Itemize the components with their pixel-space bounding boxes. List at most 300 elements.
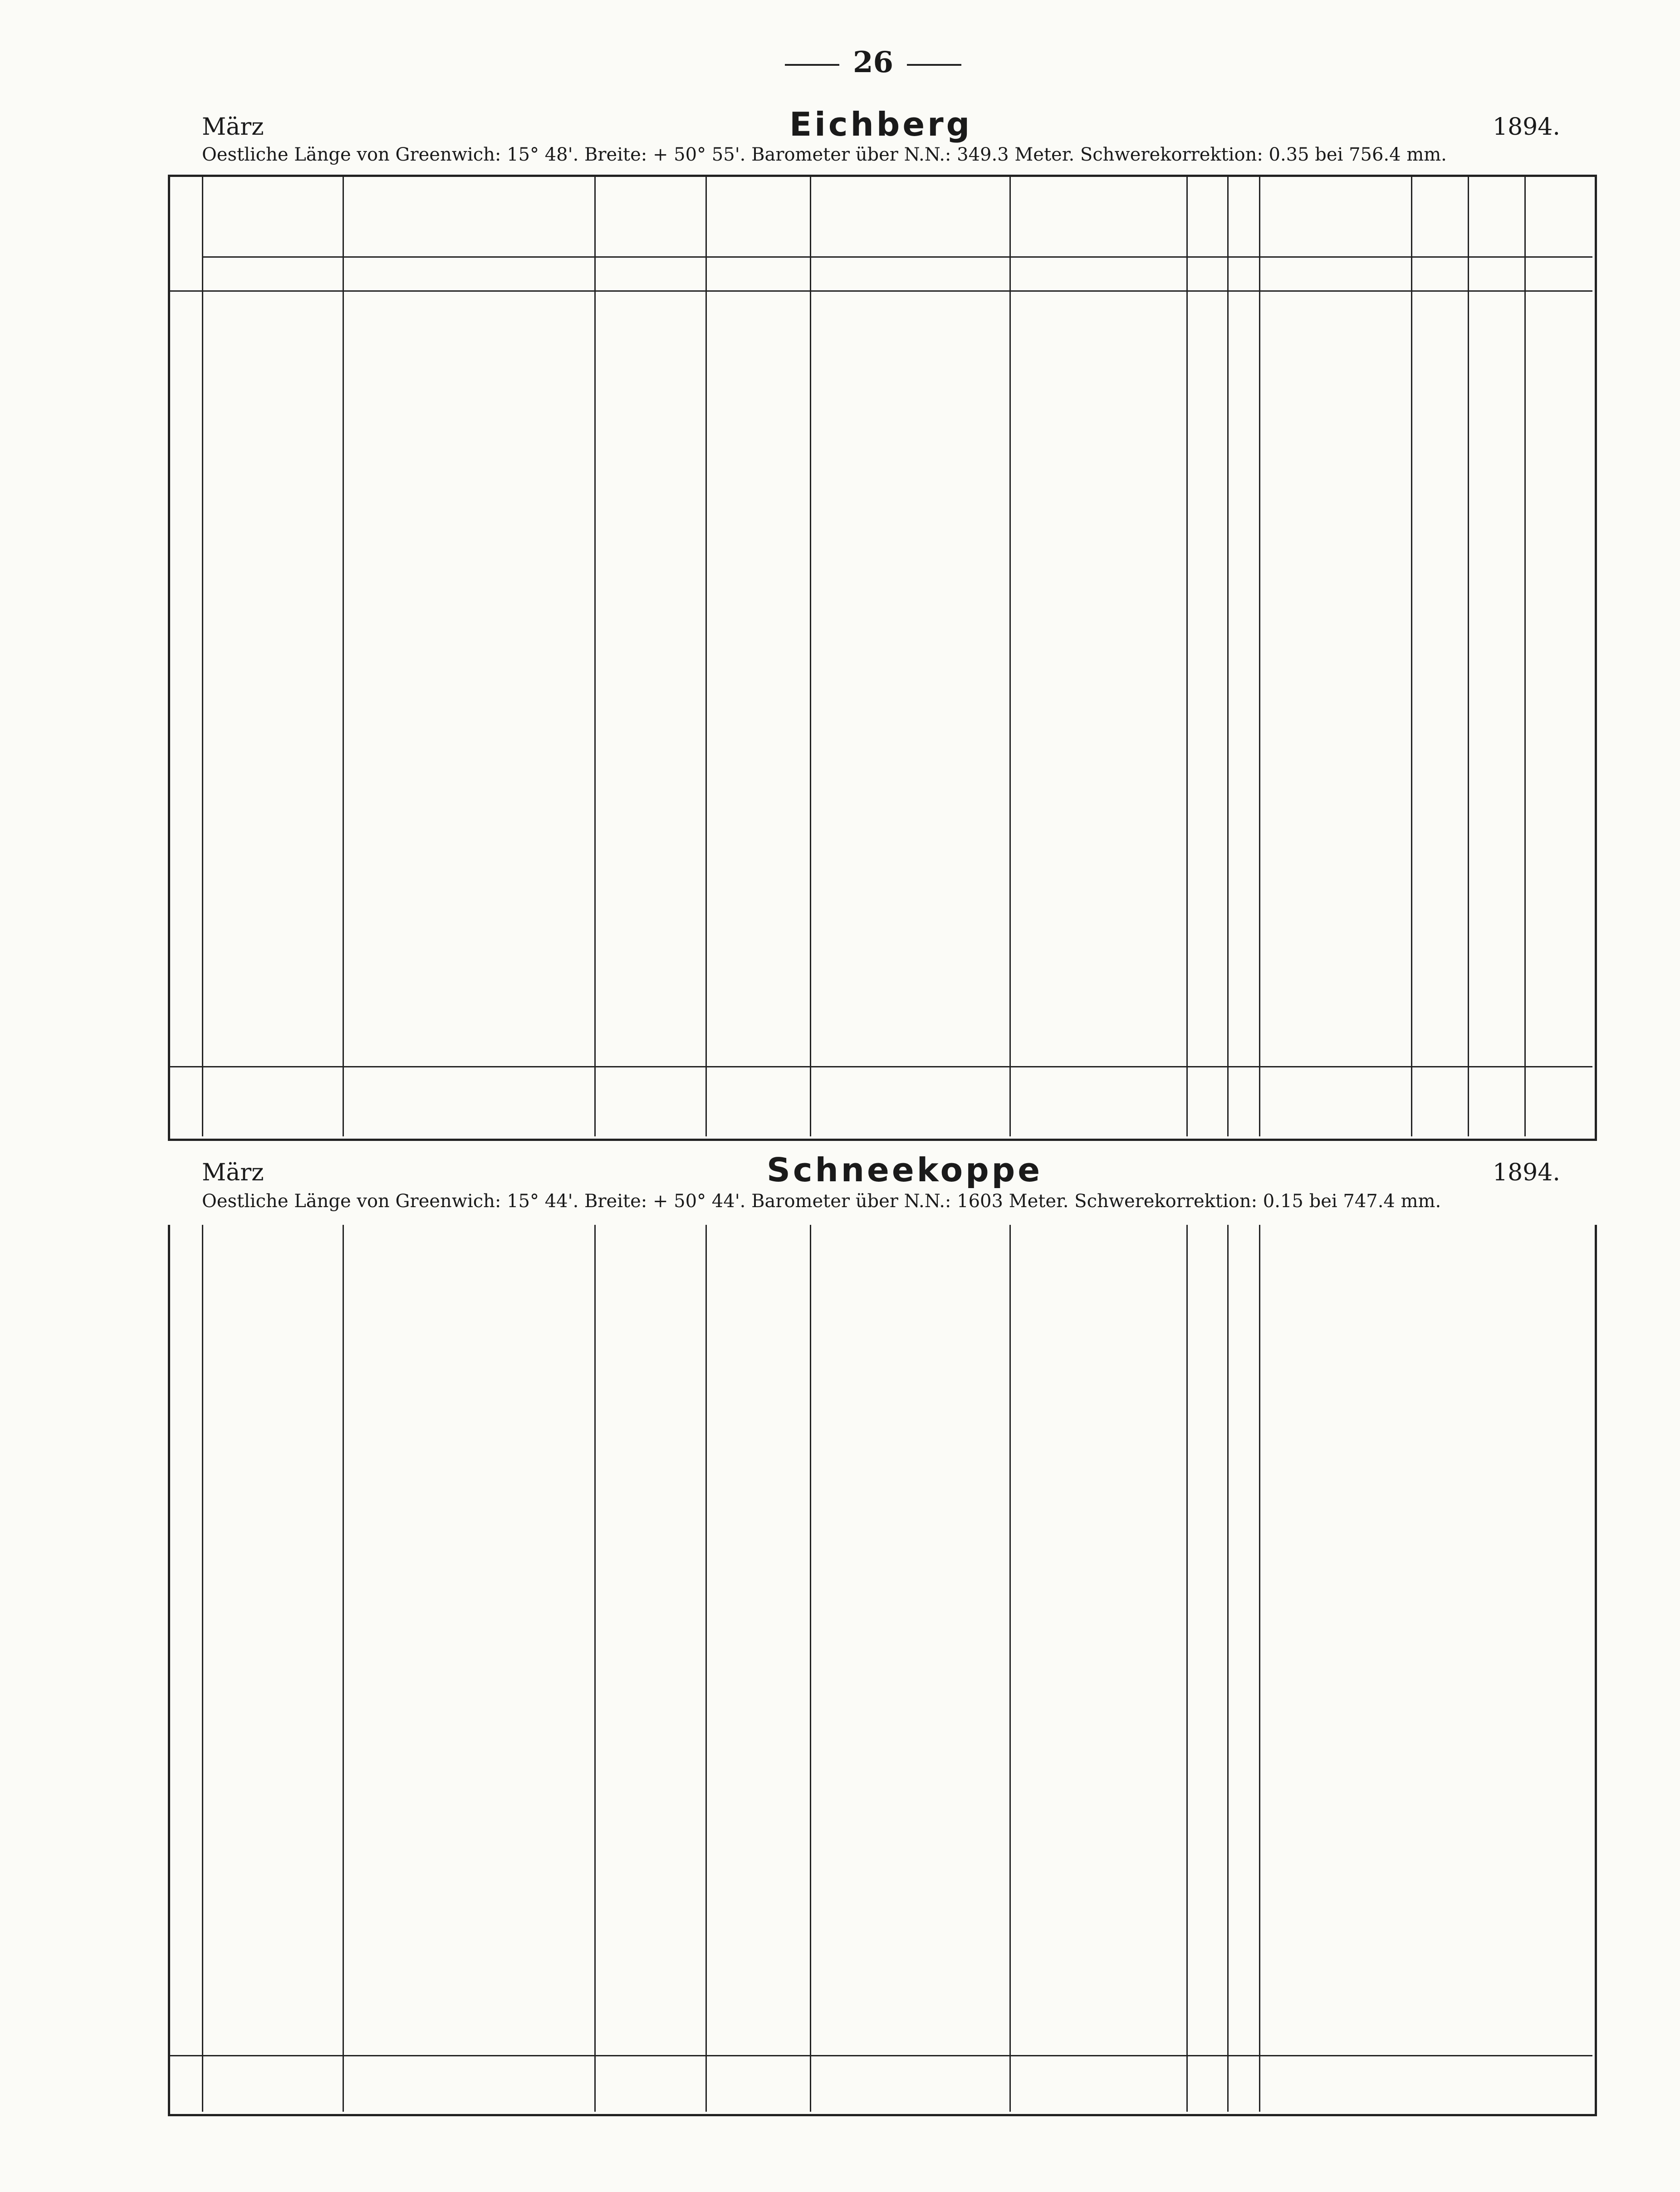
data-cell	[1526, 953, 1590, 974]
data-cell	[1261, 1624, 1574, 1646]
data-cell	[249, 846, 290, 868]
data-cell	[1229, 1258, 1254, 1280]
data-cell	[294, 871, 335, 892]
subheader-t7	[705, 259, 740, 289]
data-cell	[871, 1803, 932, 1825]
data-cell	[632, 716, 664, 738]
data-cell	[344, 586, 390, 608]
data-cell	[1526, 846, 1590, 868]
data-cell	[775, 432, 805, 454]
data-cell	[936, 871, 1004, 892]
data-cell	[871, 1034, 932, 1056]
data-cell	[669, 764, 700, 786]
data-cell	[1188, 504, 1224, 526]
data-cell	[444, 528, 490, 550]
data-cell	[444, 374, 490, 396]
data-cell	[1188, 1258, 1224, 1280]
data-cell	[444, 1885, 490, 1907]
data-cell	[444, 1933, 490, 1955]
data-cell	[596, 919, 628, 940]
data-cell	[812, 2026, 866, 2047]
data-cell	[1188, 953, 1224, 974]
data-cell	[544, 1436, 589, 1458]
data-cell	[1229, 1909, 1254, 1931]
data-cell	[1261, 562, 1406, 584]
data-cell	[1229, 1330, 1254, 1352]
data-cell	[344, 456, 390, 478]
mittel-cell	[294, 2064, 335, 2105]
data-cell	[1469, 871, 1522, 892]
data-cell	[812, 895, 866, 916]
data-cell	[1261, 1909, 1574, 1931]
data-cell	[707, 895, 737, 916]
data-cell	[871, 764, 932, 786]
data-cell	[1068, 1885, 1122, 1907]
data-cell	[1526, 562, 1590, 584]
data-cell	[596, 1001, 628, 1023]
data-cell	[812, 1330, 866, 1352]
data-cell	[812, 1649, 866, 1670]
data-cell	[936, 1590, 1004, 1612]
data-cell	[394, 1721, 440, 1742]
data-cell	[1229, 1001, 1254, 1023]
data-cell	[1188, 1851, 1224, 1873]
data-cell	[1229, 1779, 1254, 1801]
data-cell	[707, 871, 737, 892]
data-cell	[1413, 822, 1465, 844]
data-cell	[936, 692, 1004, 714]
data-cell	[669, 302, 700, 323]
data-cell	[1127, 846, 1181, 868]
data-cell	[741, 1001, 771, 1023]
row-date	[172, 658, 199, 680]
data-cell	[344, 1306, 390, 1328]
data-cell	[494, 398, 539, 420]
data-cell	[494, 1001, 539, 1023]
data-cell	[344, 1851, 390, 1873]
data-cell	[871, 658, 932, 680]
data-cell	[1469, 456, 1522, 478]
data-cell	[741, 562, 771, 584]
data-cell	[936, 562, 1004, 584]
data-cell	[294, 1885, 335, 1907]
data-cell	[249, 1258, 290, 1280]
data-cell	[1011, 432, 1063, 454]
data-cell	[294, 1001, 335, 1023]
data-cell	[204, 1803, 245, 1825]
data-cell	[394, 1981, 440, 2003]
data-cell	[1469, 610, 1522, 632]
mittel-cell	[1229, 1077, 1254, 1118]
data-cell	[204, 1234, 245, 1256]
data-cell	[344, 1590, 390, 1612]
data-cell	[1011, 716, 1063, 738]
data-cell	[1127, 692, 1181, 714]
data-cell	[1188, 1803, 1224, 1825]
data-cell	[494, 562, 539, 584]
data-cell	[344, 788, 390, 810]
data-cell	[1127, 1518, 1181, 1540]
data-cell	[812, 1364, 866, 1386]
data-cell	[394, 658, 440, 680]
data-cell	[741, 822, 771, 844]
data-cell	[1127, 1306, 1181, 1328]
data-cell	[1011, 764, 1063, 786]
data-cell	[294, 1957, 335, 1979]
subheader-t9	[774, 259, 808, 289]
data-cell	[812, 374, 866, 396]
data-cell	[544, 1933, 589, 1955]
mittel-cell	[1127, 2064, 1181, 2105]
data-cell	[249, 1001, 290, 1023]
data-cell	[249, 1755, 290, 1776]
data-cell	[936, 1755, 1004, 1776]
column-divider	[705, 177, 707, 1136]
data-cell	[544, 658, 589, 680]
data-cell	[632, 740, 664, 762]
nied-unit	[1186, 263, 1227, 286]
data-cell	[871, 919, 932, 940]
mittel-cell	[494, 2064, 539, 2105]
data-cell	[1261, 326, 1406, 347]
data-cell	[1261, 374, 1406, 396]
data-cell	[596, 634, 628, 656]
data-cell	[1188, 1721, 1224, 1742]
data-cell	[249, 1957, 290, 1979]
data-cell	[444, 456, 490, 478]
data-cell	[204, 740, 245, 762]
data-cell	[494, 788, 539, 810]
data-cell	[204, 1001, 245, 1023]
data-cell	[344, 634, 390, 656]
data-cell	[494, 1412, 539, 1434]
data-cell	[204, 432, 245, 454]
data-cell	[1188, 1364, 1224, 1386]
data-cell	[596, 764, 628, 786]
data-cell	[249, 610, 290, 632]
data-cell	[204, 456, 245, 478]
data-cell	[1469, 788, 1522, 810]
data-cell	[936, 504, 1004, 526]
mittel-cell	[1011, 1077, 1063, 1118]
data-cell	[544, 1330, 589, 1352]
data-cell	[344, 1909, 390, 1931]
data-cell	[1068, 1624, 1122, 1646]
data-cell	[394, 1755, 440, 1776]
data-cell	[741, 302, 771, 323]
data-cell	[494, 1755, 539, 1776]
data-cell	[1261, 953, 1406, 974]
data-cell	[1188, 822, 1224, 844]
data-cell	[494, 1909, 539, 1931]
data-cell	[1011, 1957, 1063, 1979]
data-cell	[936, 480, 1004, 502]
mittel-cell	[1011, 2064, 1063, 2105]
data-cell	[1127, 740, 1181, 762]
column-divider	[594, 177, 596, 1136]
data-cell	[394, 788, 440, 810]
data-cell	[741, 1034, 771, 1056]
mittel-cell	[1229, 2064, 1254, 2105]
data-cell	[494, 692, 539, 714]
data-cell	[394, 1673, 440, 1694]
subheader-t2	[869, 259, 935, 289]
data-cell	[936, 1909, 1004, 1931]
data-cell	[871, 456, 932, 478]
data-cell	[444, 1779, 490, 1801]
data-cell	[812, 1494, 866, 1516]
data-cell	[871, 1721, 932, 1742]
data-cell	[1068, 610, 1122, 632]
data-cell	[344, 740, 390, 762]
data-cell	[871, 1388, 932, 1410]
data-cell	[1413, 326, 1465, 347]
data-cell	[812, 1981, 866, 2003]
data-cell	[294, 1412, 335, 1434]
data-cell	[444, 610, 490, 632]
data-cell	[344, 1518, 390, 1540]
data-cell	[294, 1566, 335, 1588]
data-cell	[1261, 1957, 1574, 1979]
data-cell	[544, 374, 589, 396]
subheader-t9	[667, 259, 703, 289]
data-cell	[494, 1460, 539, 1482]
data-cell	[344, 692, 390, 714]
data-cell	[936, 1034, 1004, 1056]
data-cell	[812, 1803, 866, 1825]
row-date	[172, 1436, 199, 1458]
data-cell	[741, 326, 771, 347]
data-cell	[775, 610, 805, 632]
data-cell	[249, 1624, 290, 1646]
data-cell	[1068, 1779, 1122, 1801]
data-cell	[775, 350, 805, 372]
data-cell	[294, 1933, 335, 1955]
data-cell	[936, 1827, 1004, 1849]
data-cell	[1469, 692, 1522, 714]
data-cell	[707, 398, 737, 420]
data-cell	[1229, 1957, 1254, 1979]
data-cell	[444, 692, 490, 714]
data-cell	[344, 302, 390, 323]
data-cell	[1229, 302, 1254, 323]
data-cell	[444, 1436, 490, 1458]
data-cell	[344, 1803, 390, 1825]
data-cell	[494, 504, 539, 526]
data-cell	[1261, 692, 1406, 714]
data-cell	[204, 919, 245, 940]
data-cell	[669, 977, 700, 998]
data-cell	[596, 302, 628, 323]
data-cell	[632, 658, 664, 680]
data-cell	[544, 871, 589, 892]
data-cell	[344, 1957, 390, 1979]
data-cell	[871, 953, 932, 974]
row-date	[172, 610, 199, 632]
data-cell	[1127, 1412, 1181, 1434]
data-cell	[812, 716, 866, 738]
data-cell	[394, 326, 440, 347]
data-cell	[494, 1364, 539, 1386]
data-cell	[1413, 846, 1465, 868]
data-cell	[669, 374, 700, 396]
eichberg-year: 1894.	[1493, 113, 1560, 141]
data-cell	[812, 1542, 866, 1564]
data-cell	[936, 1494, 1004, 1516]
data-cell	[494, 658, 539, 680]
data-cell	[1526, 871, 1590, 892]
data-cell	[871, 871, 932, 892]
data-cell	[936, 1542, 1004, 1564]
data-cell	[1127, 1827, 1181, 1849]
column-divider	[343, 177, 344, 1136]
data-cell	[1413, 610, 1465, 632]
data-cell	[494, 764, 539, 786]
row-date	[172, 1827, 199, 1849]
data-cell	[344, 1885, 390, 1907]
data-cell	[1188, 1566, 1224, 1588]
data-cell	[1229, 919, 1254, 940]
data-cell	[544, 1234, 589, 1256]
data-cell	[1127, 2026, 1181, 2047]
data-cell	[1127, 1330, 1181, 1352]
data-cell	[1188, 326, 1224, 347]
data-cell	[1068, 1412, 1122, 1434]
data-cell	[1261, 1721, 1574, 1742]
data-cell	[494, 1306, 539, 1328]
data-cell	[1068, 456, 1122, 478]
data-cell	[544, 1779, 589, 1801]
data-cell	[812, 1697, 866, 1718]
eichberg-month: März	[202, 113, 264, 141]
data-cell	[249, 2026, 290, 2047]
data-cell	[394, 1412, 440, 1434]
data-cell	[344, 1649, 390, 1670]
data-cell	[1229, 1306, 1254, 1328]
data-cell	[596, 871, 628, 892]
data-cell	[596, 716, 628, 738]
data-cell	[812, 562, 866, 584]
data-cell	[775, 374, 805, 396]
data-cell	[1526, 504, 1590, 526]
data-cell	[1011, 1282, 1063, 1304]
mittel-cell	[1469, 1077, 1522, 1118]
subheader-t2	[740, 259, 774, 289]
data-cell	[1413, 562, 1465, 584]
data-cell	[204, 953, 245, 974]
data-cell	[1261, 977, 1406, 998]
data-cell	[1261, 1460, 1574, 1482]
data-cell	[812, 1721, 866, 1742]
data-cell	[344, 919, 390, 940]
data-cell	[1261, 1034, 1406, 1056]
column-divider	[1411, 177, 1412, 1136]
data-cell	[394, 1542, 440, 1564]
data-cell	[1469, 562, 1522, 584]
data-cell	[1068, 1673, 1122, 1694]
row-date	[172, 1721, 199, 1742]
data-cell	[394, 1306, 440, 1328]
data-cell	[936, 1436, 1004, 1458]
data-cell	[1127, 398, 1181, 420]
data-cell	[249, 1697, 290, 1718]
data-cell	[871, 846, 932, 868]
data-cell	[669, 1034, 700, 1056]
data-cell	[1127, 788, 1181, 810]
data-cell	[1127, 374, 1181, 396]
data-cell	[812, 692, 866, 714]
data-cell	[294, 2026, 335, 2047]
data-cell	[494, 1981, 539, 2003]
data-cell	[344, 846, 390, 868]
data-cell	[204, 895, 245, 916]
row-date	[172, 456, 199, 478]
data-cell	[394, 1234, 440, 1256]
data-cell	[707, 692, 737, 714]
data-cell	[444, 1697, 490, 1718]
data-cell	[1188, 1957, 1224, 1979]
data-cell	[1261, 610, 1406, 632]
data-cell	[204, 610, 245, 632]
data-cell	[394, 1258, 440, 1280]
data-cell	[1526, 919, 1590, 940]
data-cell	[1188, 432, 1224, 454]
data-cell	[632, 432, 664, 454]
data-cell	[1413, 350, 1465, 372]
data-cell	[1127, 716, 1181, 738]
row-date	[172, 788, 199, 810]
data-cell	[544, 1909, 589, 1931]
mittel-cell	[812, 2064, 866, 2105]
data-cell	[1011, 1234, 1063, 1256]
data-cell	[344, 350, 390, 372]
data-cell	[871, 1779, 932, 1801]
data-cell	[494, 432, 539, 454]
data-cell	[812, 1566, 866, 1588]
data-cell	[1011, 634, 1063, 656]
mittel-cell	[812, 1077, 866, 1118]
data-cell	[494, 456, 539, 478]
data-cell	[741, 610, 771, 632]
data-cell	[812, 740, 866, 762]
data-cell	[1229, 1933, 1254, 1955]
data-cell	[812, 302, 866, 323]
data-cell	[294, 374, 335, 396]
data-cell	[1011, 822, 1063, 844]
data-cell	[1011, 528, 1063, 550]
data-cell	[1068, 1697, 1122, 1718]
data-cell	[249, 1542, 290, 1564]
row-date	[172, 1364, 199, 1386]
data-cell	[204, 1697, 245, 1718]
data-cell	[1068, 1518, 1122, 1540]
data-cell	[936, 1803, 1004, 1825]
data-cell	[344, 1673, 390, 1694]
data-cell	[1188, 919, 1224, 940]
data-cell	[494, 480, 539, 502]
subheader-t7	[343, 259, 392, 289]
data-cell	[871, 350, 932, 372]
data-cell	[394, 610, 440, 632]
row-date	[172, 764, 199, 786]
data-cell	[1011, 846, 1063, 868]
data-cell	[1011, 1981, 1063, 2003]
data-cell	[1413, 740, 1465, 762]
data-cell	[204, 1933, 245, 1955]
data-cell	[249, 432, 290, 454]
row-date	[172, 1933, 199, 1955]
data-cell	[204, 1518, 245, 1540]
